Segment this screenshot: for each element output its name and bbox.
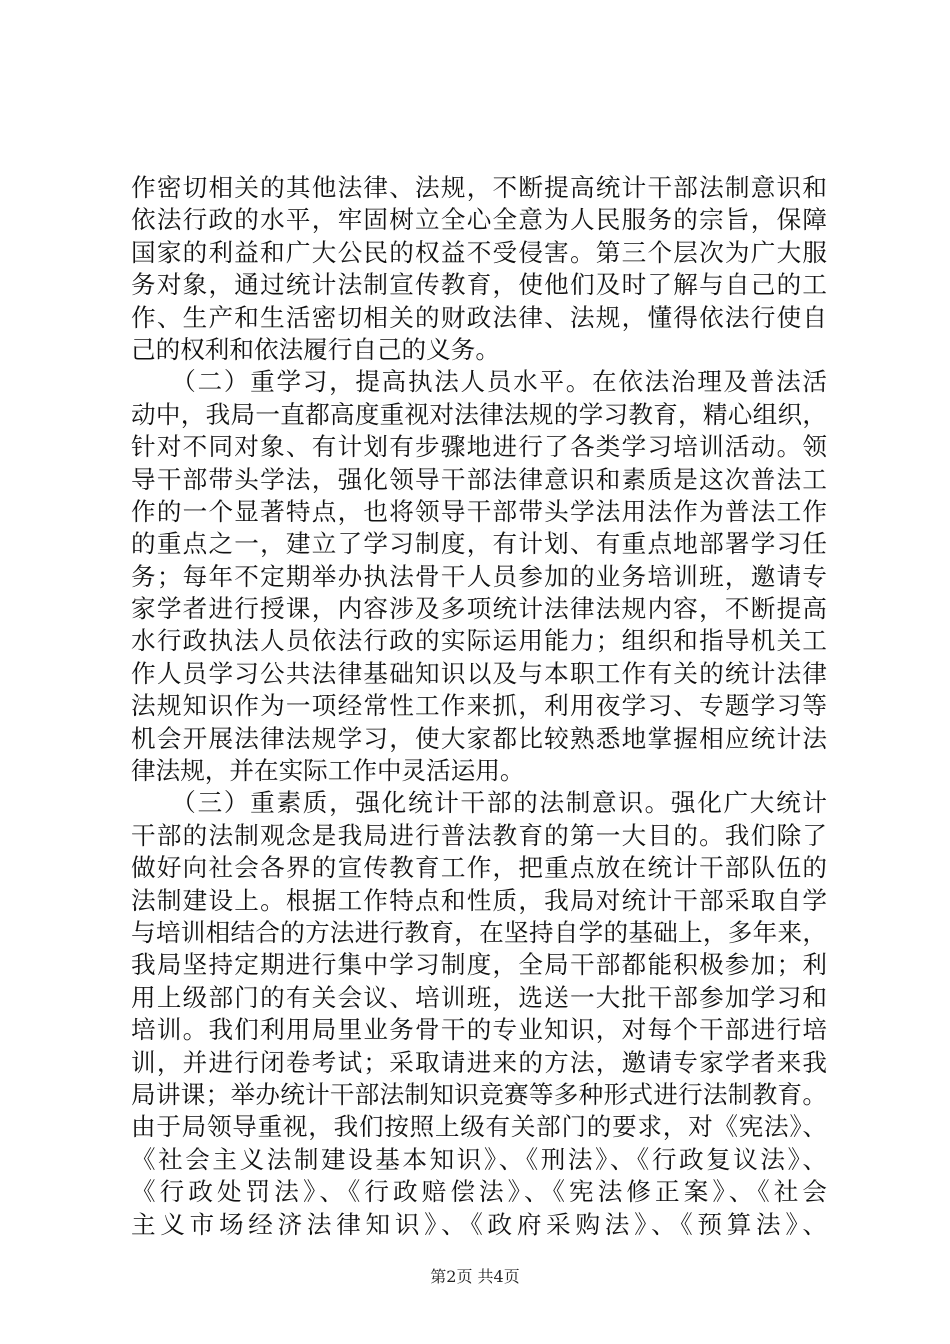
text-line: 己的权利和依法履行自己的义务。 xyxy=(131,334,500,364)
text-line: 水行政执法人员依法行政的实际运用能力；组织和指导机关工 xyxy=(131,626,829,656)
text-line: 作密切相关的其他法律、法规，不断提高统计干部法制意识和 xyxy=(131,173,829,202)
text-line: 机会开展法律法规学习，使大家都比较熟悉地掌握相应统计法 xyxy=(131,723,829,753)
text-line: 干部的法制观念是我局进行普法教育的第一大目的。我们除了 xyxy=(131,820,829,850)
text-line: 家学者进行授课，内容涉及多项统计法律法规内容，不断提高 xyxy=(131,594,829,624)
text-line: 用上级部门的有关会议、培训班，选送一大批干部参加学习和 xyxy=(131,982,829,1012)
page-number-footer: 第2页 共4页 xyxy=(430,1267,520,1286)
text-line: 法制建设上。根据工作特点和性质，我局对统计干部采取自学 xyxy=(131,885,829,915)
text-line: 务；每年不定期举办执法骨干人员参加的业务培训班，邀请专 xyxy=(131,561,829,591)
text-line: （三）重素质，强化统计干部的法制意识。强化广大统计 xyxy=(131,788,829,818)
text-line: 依法行政的水平，牢固树立全心全意为人民服务的宗旨，保障 xyxy=(131,205,829,235)
text-line: 作的一个显著特点，也将领导干部带头学法用法作为普法工作 xyxy=(131,496,829,526)
text-line: 针对不同对象、有计划有步骤地进行了各类学习培训活动。领 xyxy=(131,432,829,462)
text-line: 培训。我们利用局里业务骨干的专业知识，对每个干部进行培 xyxy=(131,1015,829,1045)
text-line: 《社会主义法制建设基本知识》、《刑法》、《行政复议法》、 xyxy=(131,1144,830,1174)
text-line: 与培训相结合的方法进行教育，在坚持自学的基础上，多年来， xyxy=(131,917,828,947)
text-line: 《行政处罚法》、《行政赔偿法》、《宪法修正案》、《社会 xyxy=(131,1177,832,1207)
text-line: 由于局领导重视，我们按照上级有关部门的要求，对《宪法》、 xyxy=(131,1112,828,1142)
text-line: 做好向社会各界的宣传教育工作，把重点放在统计干部队伍的 xyxy=(131,853,829,883)
text-line: 作人员学习公共法律基础知识以及与本职工作有关的统计法律 xyxy=(131,658,829,688)
body-text xyxy=(131,172,832,1241)
text-line: 务对象，通过统计法制宣传教育，使他们及时了解与自己的工 xyxy=(131,270,829,300)
text-line: 律法规，并在实际工作中灵活运用。 xyxy=(131,756,525,786)
text-line: （二）重学习，提高执法人员水平。在依法治理及普法活 xyxy=(131,367,829,397)
text-line: 的重点之一，建立了学习制度，有计划、有重点地部署学习任 xyxy=(131,529,829,559)
text-line: 局讲课；举办统计干部法制知识竞赛等多种形式进行法制教育。 xyxy=(131,1079,828,1109)
text-line: 我局坚持定期进行集中学习制度，全局干部都能积极参加；利 xyxy=(131,950,829,980)
text-line: 作、生产和生活密切相关的财政法律、法规，懂得依法行使自 xyxy=(131,302,829,332)
text-line: 导干部带头学法，强化领导干部法律意识和素质是这次普法工 xyxy=(131,464,829,494)
text-line: 主义市场经济法律知识》、《政府采购法》、《预算法》、 xyxy=(131,1209,832,1239)
text-line: 国家的利益和广大公民的权益不受侵害。第三个层次为广大服 xyxy=(131,237,829,267)
text-line: 动中，我局一直都高度重视对法律法规的学习教育，精心组织， xyxy=(131,399,828,429)
text-line: 法规知识作为一项经常性工作来抓，利用夜学习、专题学习等 xyxy=(131,691,829,721)
text-line: 训，并进行闭卷考试；采取请进来的方法，邀请专家学者来我 xyxy=(131,1047,829,1077)
